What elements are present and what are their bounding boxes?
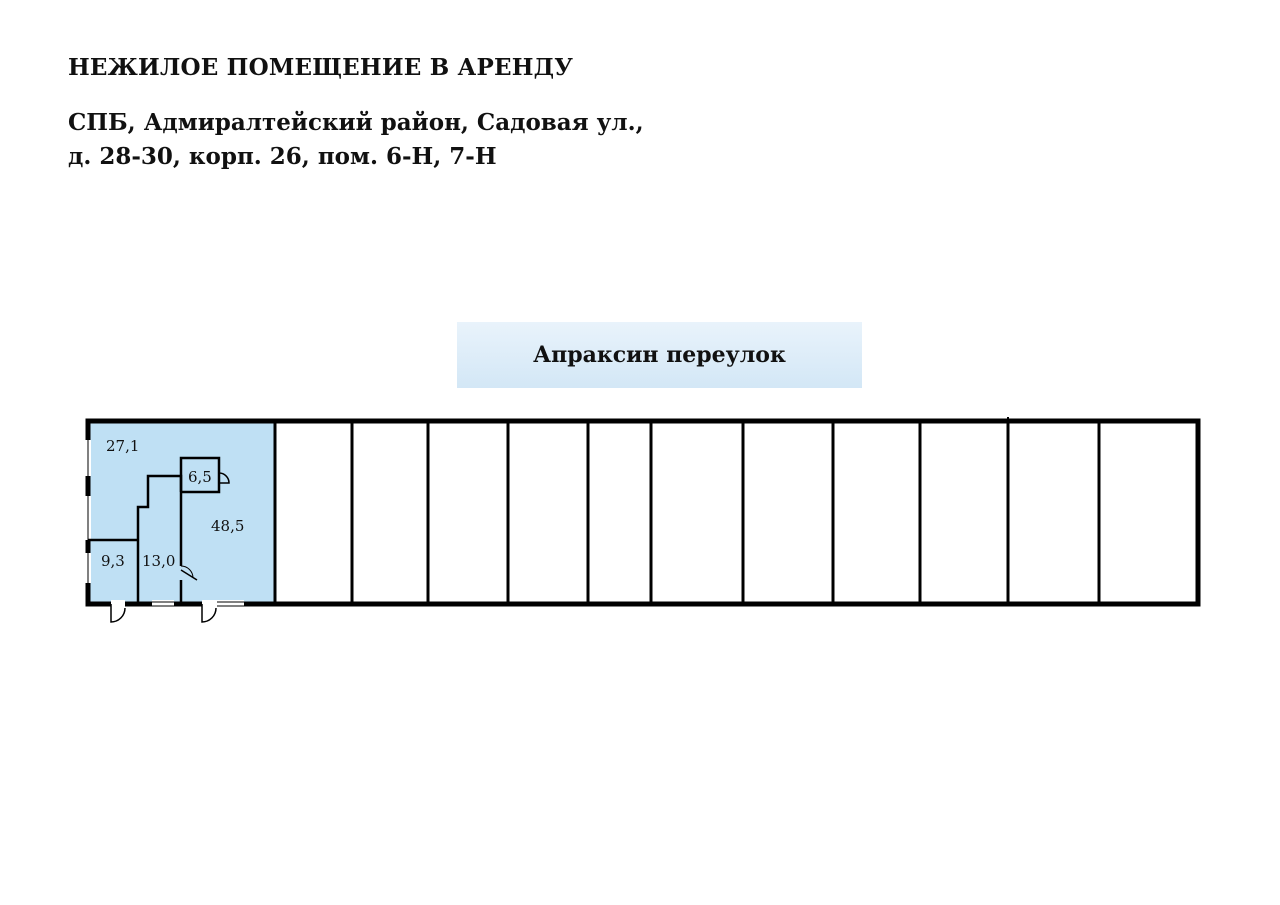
address-line-2: д. 28-30, корп. 26, пом. 6-Н, 7-Н [68, 143, 497, 170]
room-area-9-3: 9,3 [101, 552, 125, 570]
page-title: НЕЖИЛОЕ ПОМЕЩЕНИЕ В АРЕНДУ [68, 54, 574, 81]
unit-dividers [275, 421, 1099, 604]
room-area-13-0: 13,0 [142, 552, 176, 570]
left-facade [85, 440, 91, 583]
address-line-1: СПБ, Адмиралтейский район, Садовая ул., [68, 109, 644, 136]
room-area-27-1: 27,1 [106, 437, 140, 455]
room-area-6-5: 6,5 [188, 468, 212, 486]
street-name: Апраксин переулок [533, 342, 786, 368]
room-area-48-5: 48,5 [211, 517, 245, 535]
